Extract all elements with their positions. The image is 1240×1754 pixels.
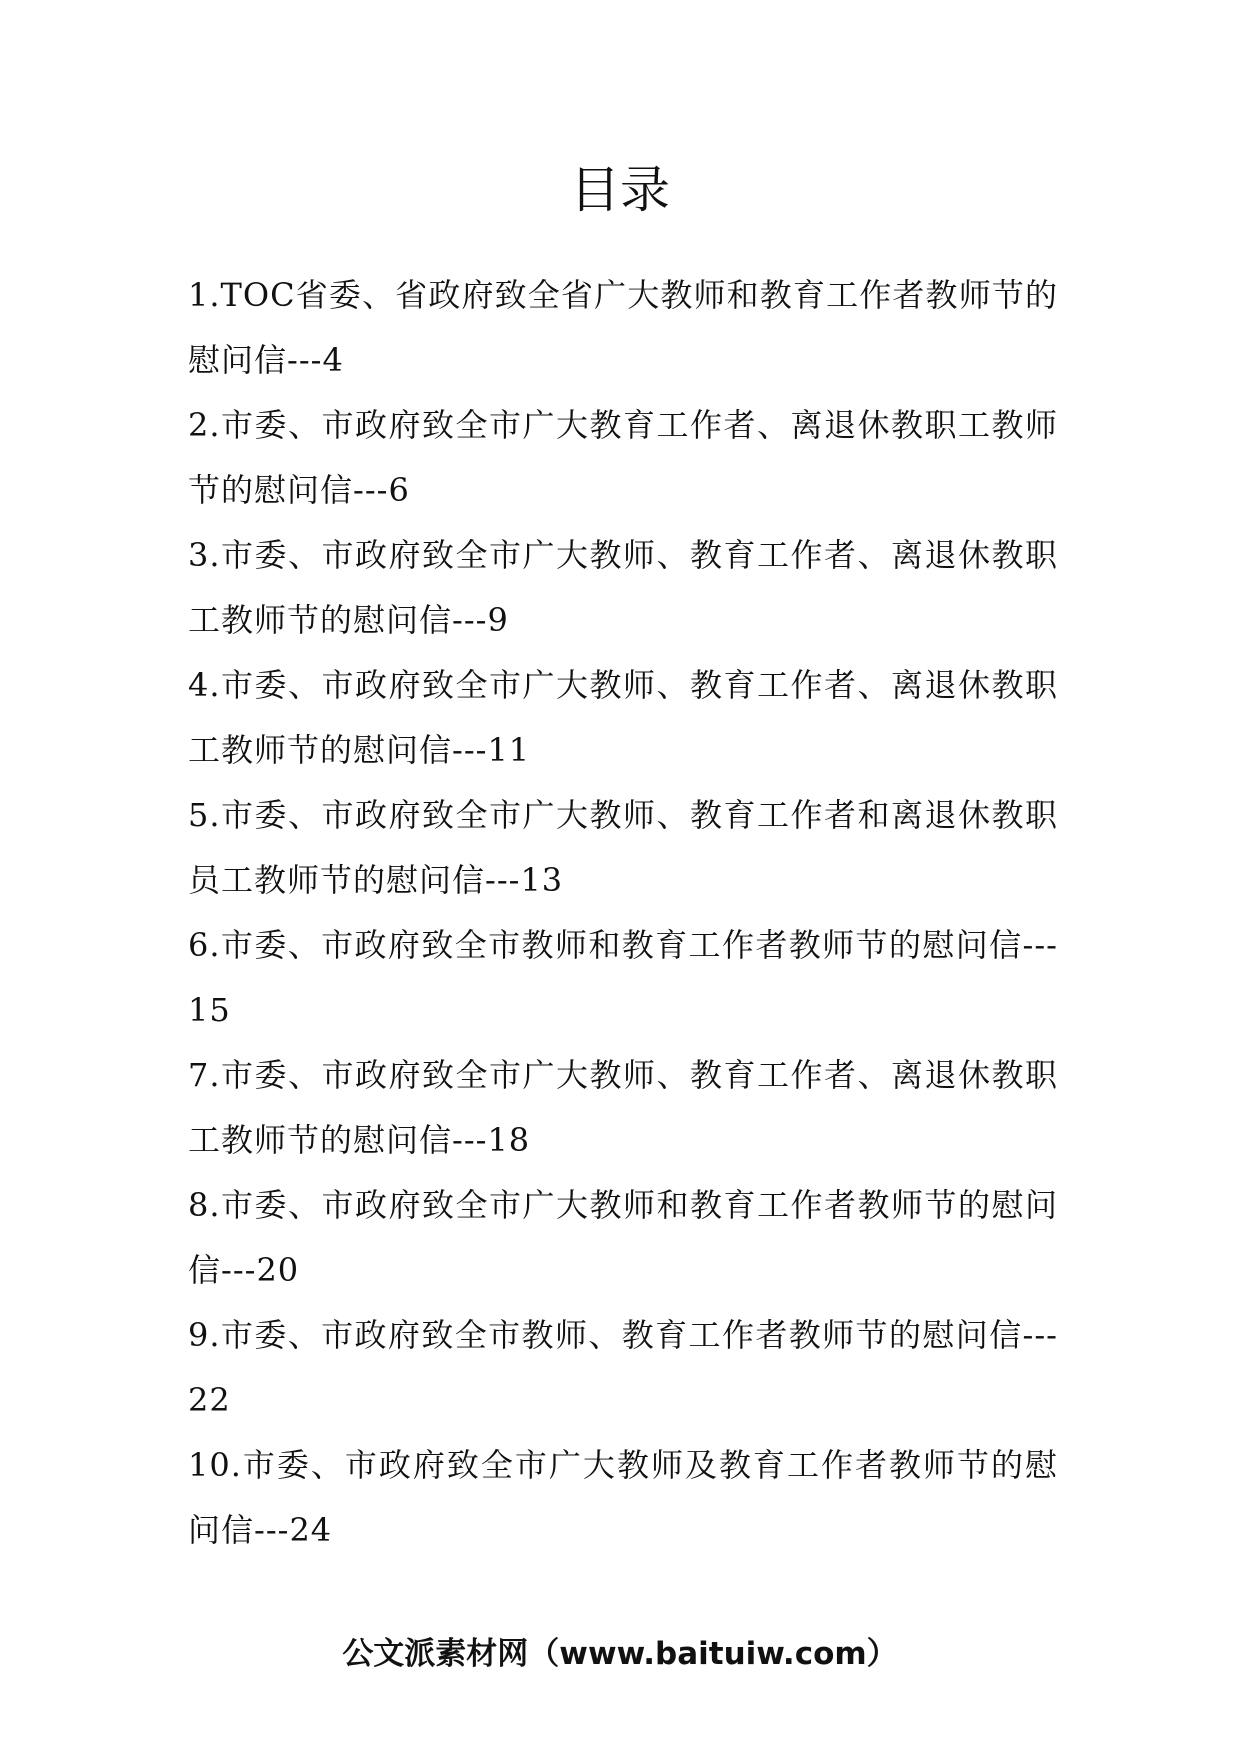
table-of-contents [188,263,1058,1563]
toc-entry[interactable]: 1.TOC省委、省政府致全省广大教师和教育工作者教师节的慰问信---4 [188,276,1058,379]
toc-entry[interactable]: 7.市委、市政府致全市广大教师、教育工作者、离退休教职工教师节的慰问信---18 [188,1056,1058,1159]
page-footer: 公文派素材网（www.baituiw.com） [342,1636,898,1672]
toc-entry[interactable]: 8.市委、市政府致全市广大教师和教育工作者教师节的慰问信---20 [188,1186,1058,1289]
toc-entry[interactable]: 4.市委、市政府致全市广大教师、教育工作者、离退休教职工教师节的慰问信---11 [188,666,1058,769]
toc-entry[interactable]: 9.市委、市政府致全市教师、教育工作者教师节的慰问信---22 [188,1316,1058,1419]
toc-entry[interactable]: 3.市委、市政府致全市广大教师、教育工作者、离退休教职工教师节的慰问信---9 [188,536,1058,639]
toc-entry[interactable]: 10.市委、市政府致全市广大教师及教育工作者教师节的慰问信---24 [188,1446,1058,1549]
toc-entry[interactable]: 6.市委、市政府致全市教师和教育工作者教师节的慰问信---15 [188,926,1058,1029]
page-title: 目录 [570,161,670,219]
toc-entry[interactable]: 5.市委、市政府致全市广大教师、教育工作者和离退休教职员工教师节的慰问信---13 [188,796,1058,899]
toc-entry[interactable]: 2.市委、市政府致全市广大教育工作者、离退休教职工教师节的慰问信---6 [188,406,1058,509]
